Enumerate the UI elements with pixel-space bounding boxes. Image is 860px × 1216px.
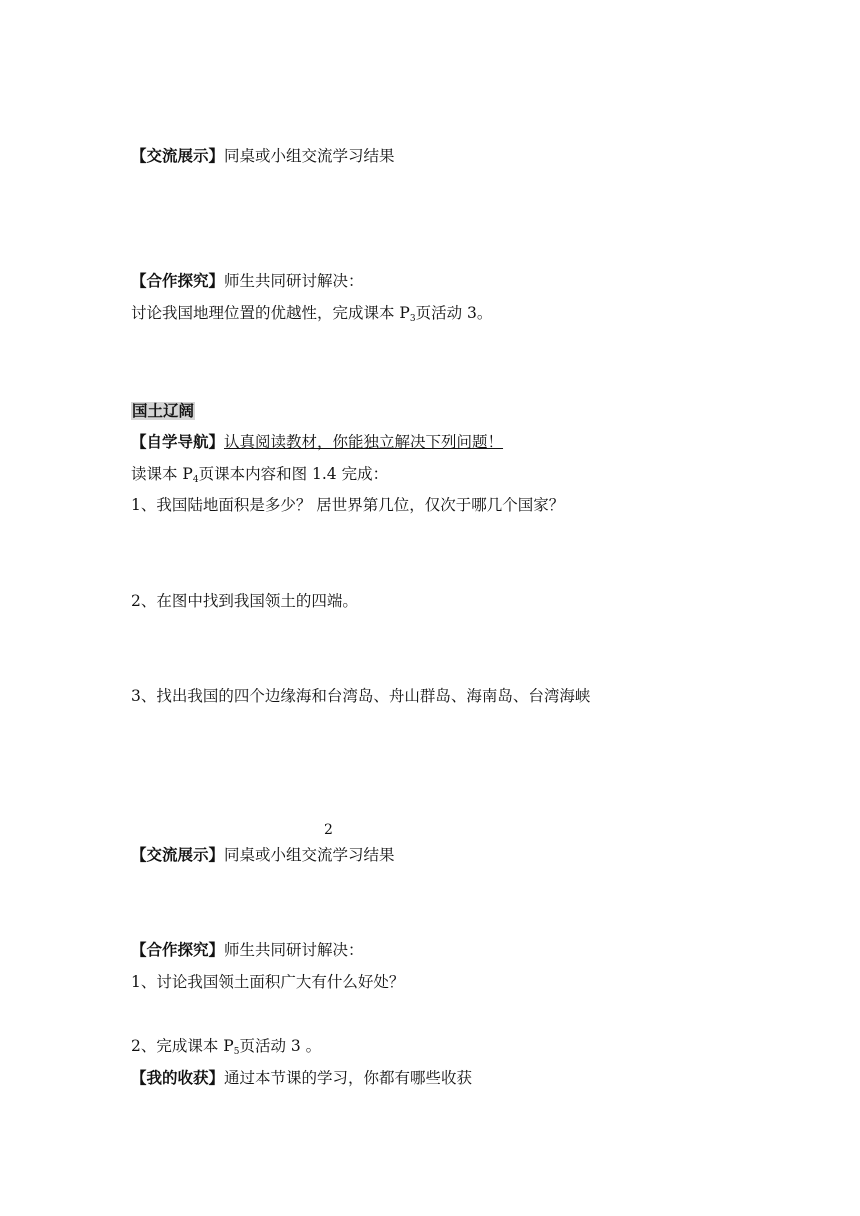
selfstudy-label: 【自学导航】 <box>131 433 225 451</box>
exchange-text: 同桌或小组交流学习结果 <box>224 846 395 864</box>
gain-heading <box>131 1068 472 1088</box>
exchange-text: 同桌或小组交流学习结果 <box>224 147 395 165</box>
page-number: 2 <box>324 822 333 838</box>
coop-question-2: 2、完成课本 $P_5$页活动 3 。 <box>131 1037 322 1057</box>
coop-task-1: 讨论我国地理位置的优越性，完成课本 $P_3$页活动 3。 <box>131 304 493 324</box>
question-2: 2、在图中找到我国领土的四端。 <box>131 592 358 610</box>
coop-label: 【合作探究】 <box>131 272 225 290</box>
exchange-label: 【交流展示】 <box>131 147 225 165</box>
question-1: 1、我国陆地面积是多少？ 居世界第几位，仅次于哪几个国家？ <box>131 496 565 514</box>
coop-text: 师生共同研讨解决： <box>224 272 364 290</box>
gain-label: 【我的收获】 <box>131 1069 225 1087</box>
coop-heading-1 <box>131 271 364 291</box>
coop-question-1: 1、讨论我国领土面积广大有什么好处？ <box>131 973 405 991</box>
question-3: 3、找出我国的四个边缘海和台湾岛、舟山群岛、海南岛、台湾海峡 <box>131 687 591 705</box>
coop-heading-2 <box>131 940 364 960</box>
exchange-heading-2 <box>131 845 395 865</box>
read-instruction: 读课本 $P_4$页课本内容和图 1.4 完成： <box>131 465 389 485</box>
section-title-text: 国土辽阔 <box>132 402 195 420</box>
section-title <box>131 401 195 421</box>
selfstudy-heading <box>131 432 503 452</box>
selfstudy-text: 认真阅读教材，你能独立解决下列问题！ <box>224 433 504 451</box>
gain-text: 通过本节课的学习，你都有哪些收获 <box>224 1069 473 1087</box>
coop-label: 【合作探究】 <box>131 941 225 959</box>
exchange-heading-1 <box>131 146 395 166</box>
coop-text: 师生共同研讨解决： <box>224 941 364 959</box>
exchange-label: 【交流展示】 <box>131 846 225 864</box>
